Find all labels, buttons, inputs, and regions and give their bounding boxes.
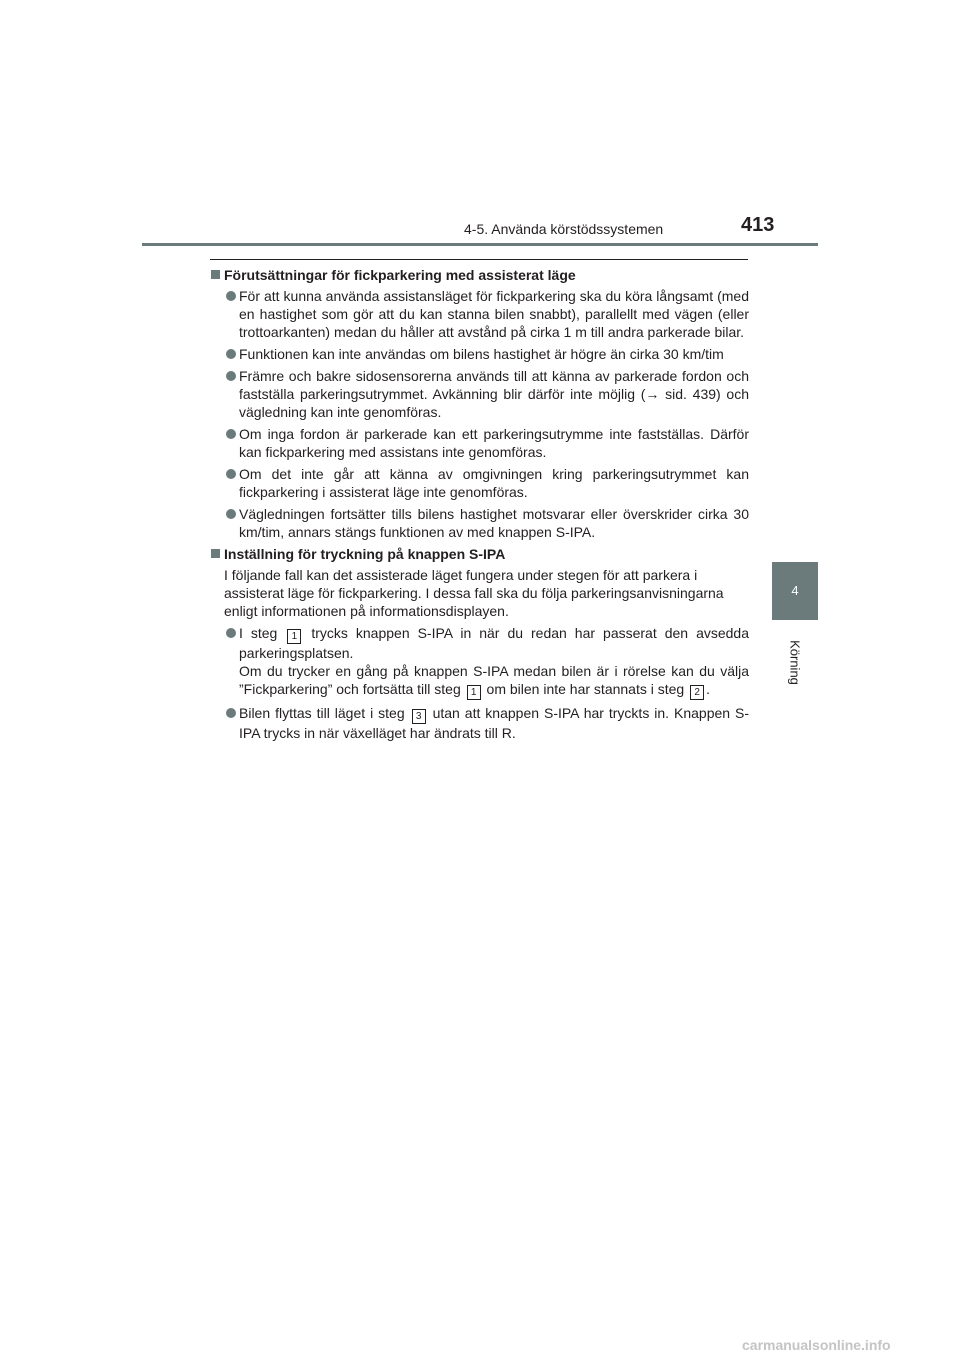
list-item-text: Bilen flyttas till läget i steg [239, 705, 405, 721]
section-heading-prerequisites [211, 266, 749, 284]
list-item [211, 505, 749, 541]
circle-bullet-icon [226, 469, 236, 479]
circle-bullet-icon [226, 291, 236, 301]
list-item-text: Om du trycker en gång på knappen S-IPA medan bilen är i rörelse kan du välja ”Fickparkering” och fortsätta till steg [239, 663, 749, 697]
circle-bullet-icon [226, 371, 236, 381]
list-item-text: Om det inte går att känna av omgivningen kring parkeringsutrymmet kan fickparkering i assisterat läge inte genomföras. [239, 466, 749, 500]
section-heading-text: Inställning för tryckning på knappen S-IPA [224, 546, 506, 562]
watermark-text: carmanualsonline.info [742, 1337, 891, 1353]
list-item [211, 465, 749, 501]
running-header-section: 4-5. Använda körstödssystemen [464, 221, 664, 237]
list-item-text: . [706, 681, 710, 697]
circle-bullet-icon [226, 628, 236, 638]
header-rule [142, 243, 818, 246]
list-item-text: utan att knappen S-IPA har tryckts in. Knappen S-IPA trycks in när växelläget har ändrats till R. [239, 705, 750, 741]
step-number-badge: 1 [287, 629, 301, 644]
list-item-text: om bilen inte har stannats i steg [486, 681, 685, 697]
list-item [211, 345, 749, 363]
circle-bullet-icon [226, 509, 236, 519]
list-item [211, 367, 749, 421]
list-item [211, 704, 749, 742]
chapter-tab-label: Körning [787, 640, 803, 685]
list-item-text: Vägledningen fortsätter tills bilens hastighet motsvarar eller överskrider cirka 30 km/tim, annars stängs funktionen av med knappen S-IPA. [239, 506, 749, 540]
circle-bullet-icon [226, 349, 236, 359]
list-item [211, 425, 749, 461]
list-item-text: Främre och bakre sidosensorerna används till att känna av parkerade fordon och fastställa parkeringsutrymmet. Avkänning blir därför inte möjlig (→ sid. 439) och vägledning kan inte genomföras. [239, 368, 749, 420]
page-content [211, 266, 749, 746]
list-item-text: I steg [239, 625, 278, 641]
list-item-text: Funktionen kan inte användas om bilens hastighet är högre än cirka 30 km/tim [239, 346, 724, 362]
list-item [211, 624, 749, 700]
list-item-text: Om inga fordon är parkerade kan ett parkeringsutrymme inte fastställas. Därför kan fickparkering med assistans inte genomföras. [239, 426, 749, 460]
list-item-text: trycks knappen S-IPA in när du redan har passerat den avsedda parkeringsplatsen. [239, 625, 750, 661]
chapter-tab: 4 [772, 562, 818, 620]
step-number-badge: 3 [412, 709, 426, 724]
square-bullet-icon [211, 270, 220, 279]
section-intro-paragraph: I följande fall kan det assisterade läget fungera under stegen för att parkera i assisterat läge för fickparkering. I dessa fall ska du följa parkeringsanvisningarna enligt informationen på informationsdisplayen. [224, 567, 724, 619]
step-number-badge: 2 [690, 685, 704, 700]
circle-bullet-icon [226, 429, 236, 439]
list-item-text: För att kunna använda assistansläget för fickparkering ska du köra långsamt (med en hastighet som gör att du kan stanna bilen snabbt), parallellt med vägen (eller trottoarkanten) medan du håller att avstånd på cirka 1 m till andra parkerade bilar. [239, 288, 749, 340]
section-heading-text: Förutsättningar för fickparkering med assisterat läge [224, 267, 576, 283]
list-item [211, 287, 749, 341]
square-bullet-icon [211, 549, 220, 558]
page-number: 413 [741, 214, 775, 236]
circle-bullet-icon [226, 708, 236, 718]
content-top-rule [210, 259, 748, 260]
section-heading-s-ipa-button [211, 545, 749, 563]
step-number-badge: 1 [467, 685, 481, 700]
